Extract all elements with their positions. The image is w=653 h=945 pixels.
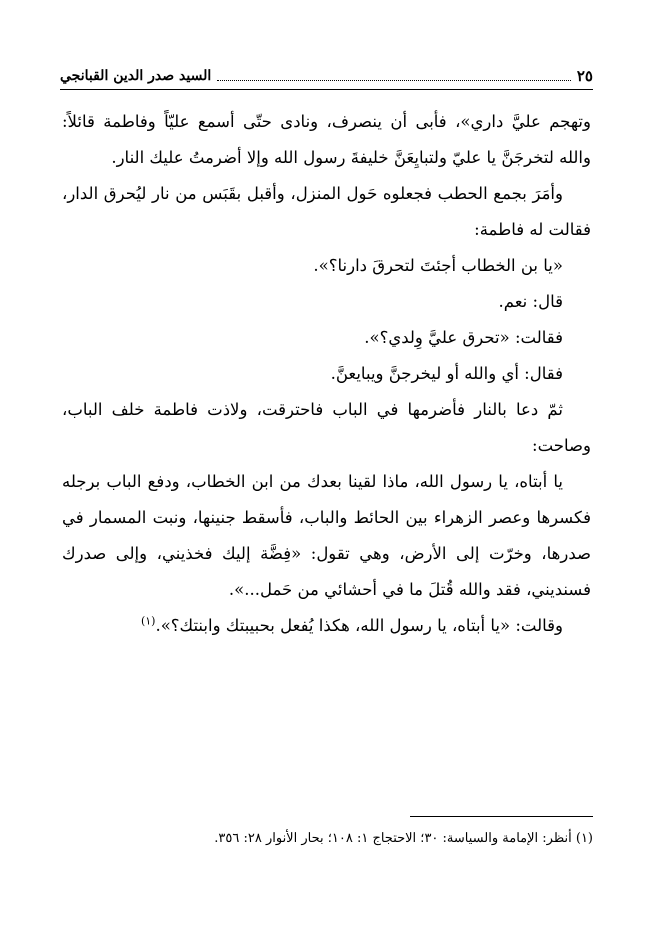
paragraph-2: وأمَرَ بجمع الحطب فجعلوه حَول المنزل، وأقبل بقَبَس من نار ليُحرق الدار، فقالت له فاطمة: bbox=[62, 184, 591, 239]
dialogue-line-3: فقالت: «تحرق عليَّ وِلدي؟». bbox=[364, 328, 563, 347]
paragraph-4: يا أبتاه، يا رسول الله، ماذا لقينا بعدك من ابن الخطاب، ودفع الباب برجله فكسرها وعصر الزهراء بين الحائط والباب، فأسقط جنينها، ونبت المسمار في صدرها، وخرّت إلى الأرض، وهي تقول: «فِضَّة إليك فخذيني، وإلى صدرك فسنديني، فقد والله قُتلَ ما في أحشائي من حَمل...». bbox=[62, 472, 591, 599]
running-title: السيد صدر الدين القبانجي bbox=[60, 68, 212, 84]
body-text bbox=[62, 104, 591, 644]
paragraph-5 bbox=[62, 608, 591, 644]
dialogue-line-2: قال: نعم. bbox=[498, 292, 563, 311]
header-dot-leader bbox=[217, 80, 571, 81]
paragraph-5-text: وقالت: «يا أبتاه، يا رسول الله، هكذا يُفعل بحبيبتك وابنتك؟». bbox=[155, 616, 563, 635]
paragraph-3: ثمّ دعا بالنار فأضرمها في الباب فاحترقت، ولاذت فاطمة خلف الباب، وصاحت: bbox=[62, 400, 591, 455]
header-rule bbox=[60, 89, 593, 90]
footnote: (١) أنظر: الإمامة والسياسة: ٣٠؛ الاحتجاج ١: ١٠٨؛ بحار الأنوار ٢٨: ٣٥٦. bbox=[214, 831, 593, 846]
footnote-reference: (١) bbox=[140, 614, 156, 628]
dialogue-line-1: «يا بن الخطاب أجئتَ لتحرقَ دارنا؟». bbox=[313, 256, 563, 275]
paragraph-1: وتهجم عليَّ داري»، فأبى أن ينصرف، ونادى حتّى أسمع عليّاً وفاطمة قائلاً: والله لتخرجَنَّ يا عليّ ولتبايِعَنَّ خليفةَ رسول الله وإلا أضرمتُ عليك النار. bbox=[62, 112, 591, 167]
dialogue-line-4: فقال: أي والله أو ليخرجنَّ ويبايعنَّ. bbox=[330, 364, 563, 383]
footnote-rule bbox=[410, 816, 593, 817]
page-number: ٢٥ bbox=[576, 67, 593, 85]
page-header bbox=[60, 58, 593, 86]
